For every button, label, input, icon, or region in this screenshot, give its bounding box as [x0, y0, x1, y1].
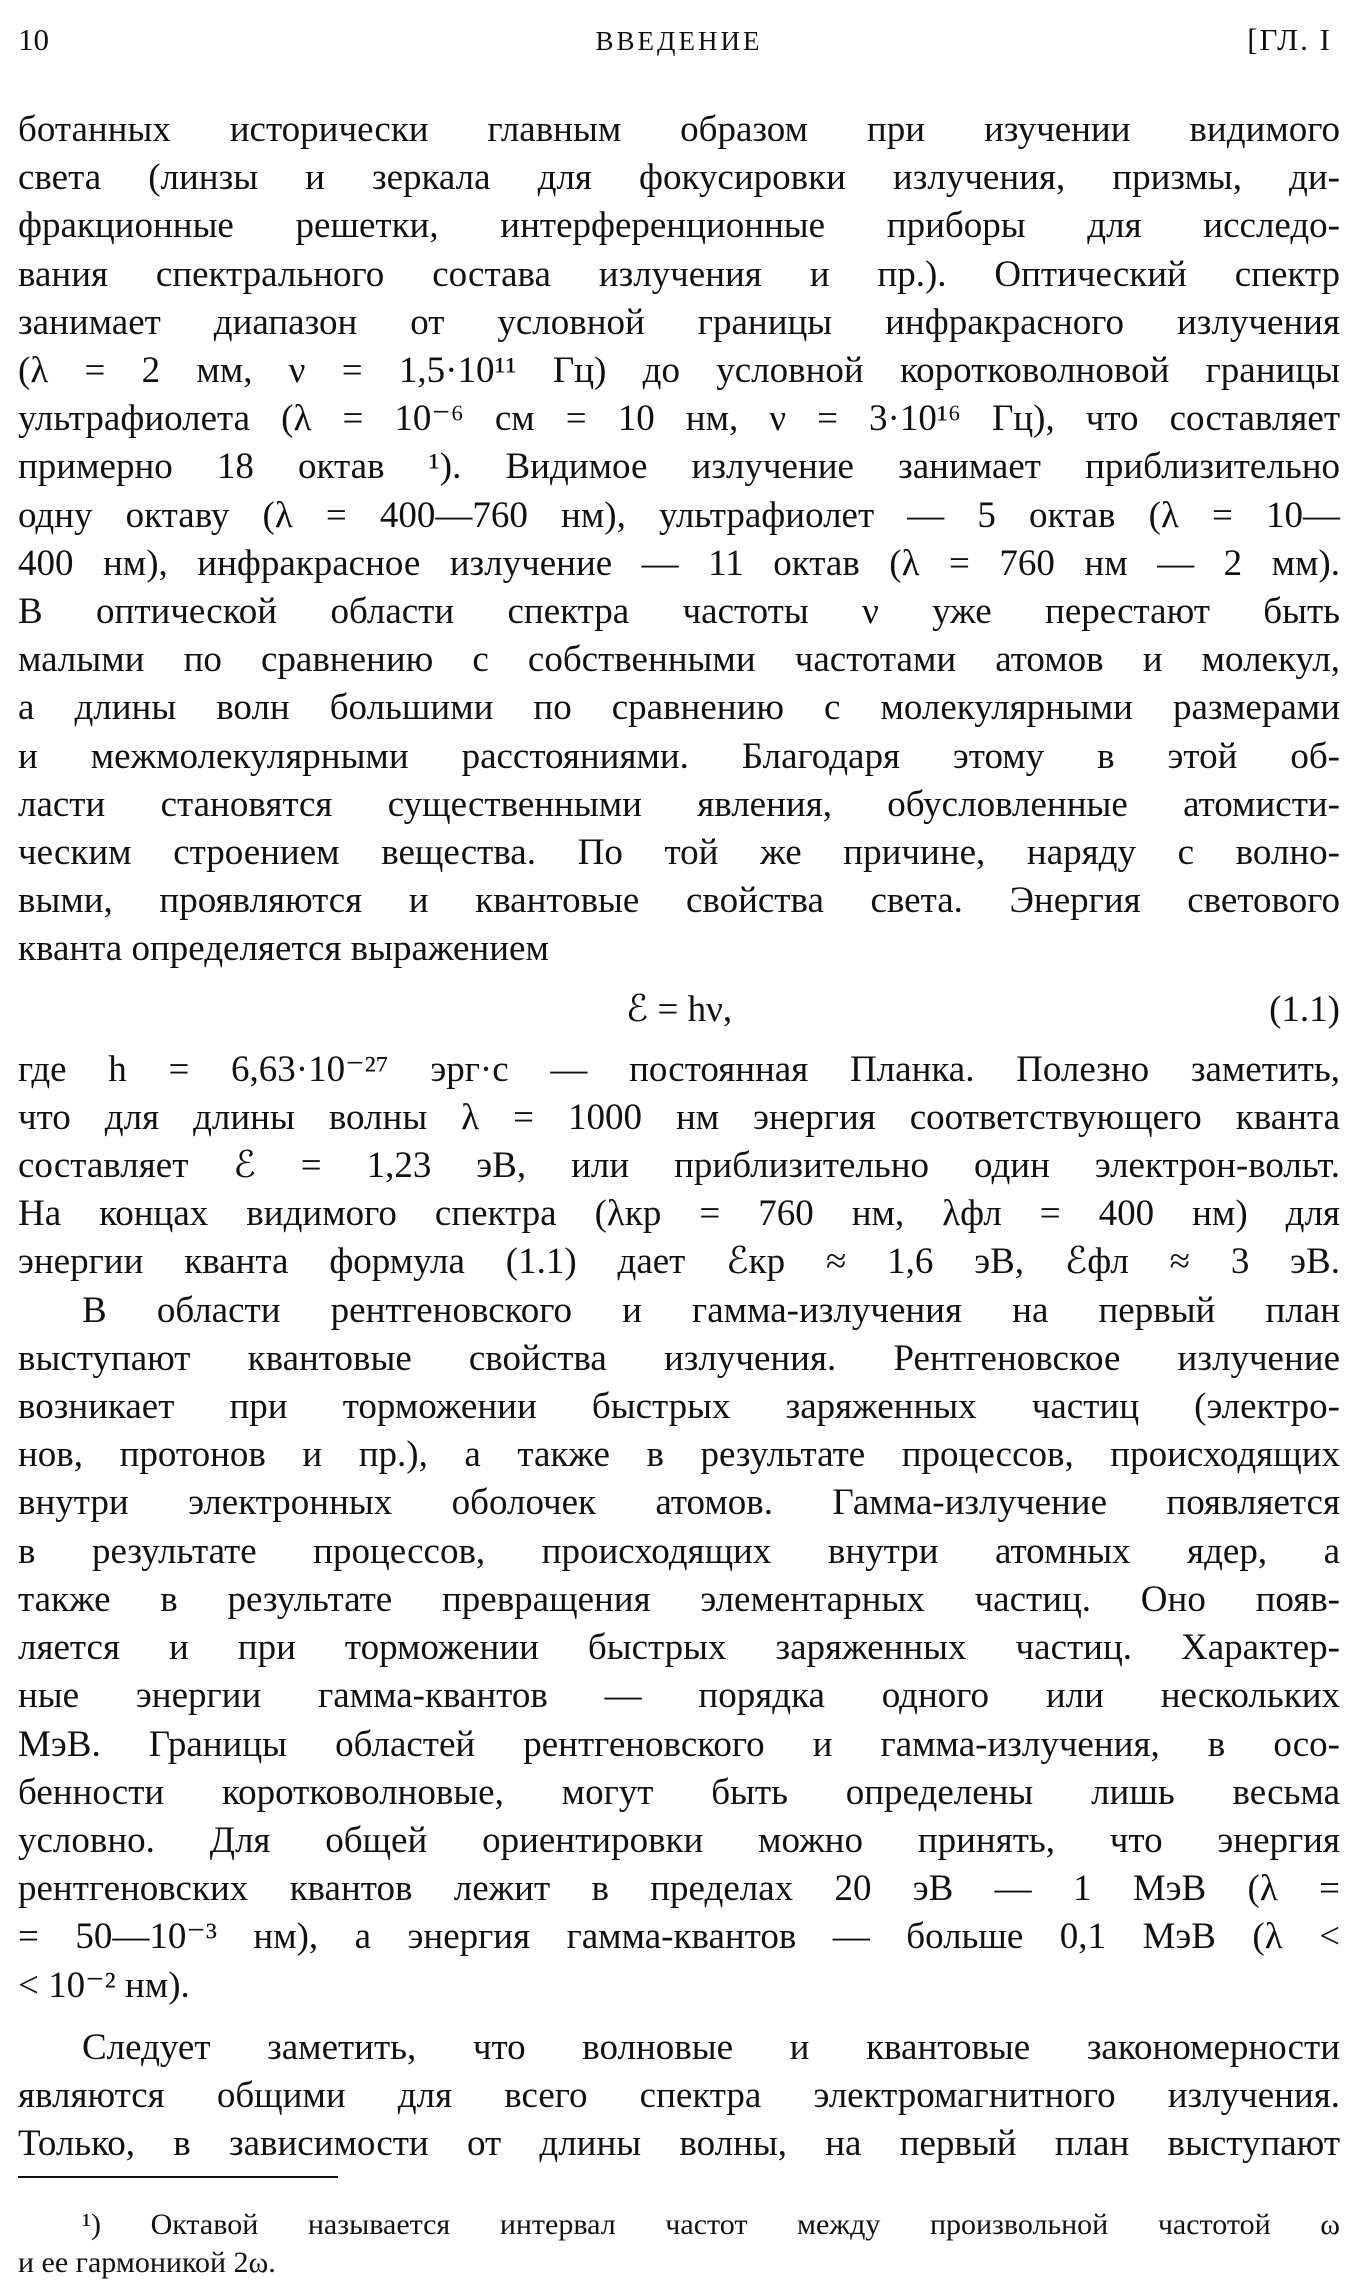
text-line: внутри электронных оболочек атомов. Гамма-излучение появляется — [18, 1482, 1340, 1524]
text-line: нов, протонов и пр.), а также в результате процессов, происходящих — [18, 1434, 1340, 1476]
text-line: энергии кванта формула (1.1) дает ℰкр ≈ 1,6 эВ, ℰфл ≈ 3 эВ. — [18, 1241, 1340, 1283]
text-line: фракционные решетки, интерференционные приборы для исследо- — [18, 205, 1340, 247]
text-line: также в результате превращения элементарных частиц. Оно появ- — [18, 1578, 1340, 1620]
text-line: занимает диапазон от условной границы инфракрасного излучения — [18, 301, 1340, 343]
text-line: ляется и при торможении быстрых заряженных частиц. Характер- — [18, 1627, 1340, 1669]
text-line: вания спектрального состава излучения и пр.). Оптический спектр — [18, 253, 1340, 295]
text-line: ческим строением вещества. По той же причине, наряду с волно- — [18, 832, 1340, 874]
text-line: где h = 6,63·10⁻²⁷ эрг·с — постоянная Планка. Полезно заметить, — [18, 1048, 1340, 1090]
equation-1-1 — [18, 974, 1340, 1046]
text-line: света (линзы и зеркала для фокусировки излучения, призмы, ди- — [18, 157, 1340, 199]
paragraph-wave-quantum — [18, 2024, 1340, 2169]
text-line: ультрафиолета (λ = 10⁻⁶ см = 10 нм, ν = 3·10¹⁶ Гц), что составляет — [18, 398, 1340, 440]
text-line: (λ = 2 мм, ν = 1,5·10¹¹ Гц) до условной коротковолновой границы — [18, 350, 1340, 392]
text-line: и межмолекулярными расстояниями. Благодаря этому в этой об- — [18, 735, 1340, 777]
page-number: 10 — [18, 22, 49, 57]
text-line: Только, в зависимости от длины волны, на первый план выступают — [18, 2123, 1340, 2165]
text-line: а длины волн большими по сравнению с молекулярными размерами — [18, 687, 1340, 729]
text-line: = 50—10⁻³ нм), а энергия гамма-квантов — больше 0,1 МэВ (λ < — [18, 1916, 1340, 1958]
text-line: кванта определяется выражением — [18, 928, 549, 970]
footnote-line: и ее гармоникой 2ω. — [18, 2246, 276, 2280]
footnote — [18, 2206, 1340, 2282]
paragraph-planck — [18, 1046, 1340, 1287]
text-line: примерно 18 октав ¹). Видимое излучение занимает приблизительно — [18, 446, 1340, 488]
text-line: Следует заметить, что волновые и квантовые закономерности — [82, 2026, 1340, 2068]
page-body — [18, 106, 1340, 2282]
footnote-divider — [18, 2176, 338, 2178]
page-header — [18, 22, 1340, 74]
text-line: ласти становятся существенными явления, обусловленные атомисти- — [18, 783, 1340, 825]
text-line: ботанных исторически главным образом при изучении видимого — [18, 109, 1340, 150]
text-line: МэВ. Границы областей рентгеновского и гамма-излучения, в осо- — [18, 1723, 1340, 1765]
text-line: условно. Для общей ориентировки можно принять, что энергия — [18, 1819, 1340, 1861]
text-line: малыми по сравнению с собственными частотами атомов и молекул, — [18, 639, 1340, 681]
text-line: составляет ℰ = 1,23 эВ, или приблизительно один электрон-вольт. — [18, 1145, 1340, 1187]
text-line: являются общими для всего спектра электромагнитного излучения. — [18, 2074, 1340, 2116]
text-line: рентгеновских квантов лежит в пределах 20 эВ — 1 МэВ (λ = — [18, 1868, 1340, 1910]
text-line: выступают квантовые свойства излучения. Рентгеновское излучение — [18, 1337, 1340, 1379]
text-line: что для длины волны λ = 1000 нм энергия соответствующего кванта — [18, 1096, 1340, 1138]
text-line: в результате процессов, происходящих внутри атомных ядер, а — [18, 1530, 1340, 1572]
chapter-label: [ГЛ. I — [1247, 22, 1332, 57]
text-line: одну октаву (λ = 400—760 нм), ультрафиолет — 5 октав (λ = 10— — [18, 494, 1340, 536]
text-line: ные энергии гамма-квантов — порядка одного или нескольких — [18, 1675, 1340, 1717]
text-line: На концах видимого спектра (λкр = 760 нм, λфл = 400 нм) для — [18, 1193, 1340, 1235]
running-head: ВВЕДЕНИЕ — [595, 26, 763, 56]
equation-number: (1.1) — [1269, 988, 1340, 1030]
text-line: бенности коротковолновые, могут быть определены лишь весьма — [18, 1771, 1340, 1813]
paragraph-optical-spectrum — [18, 106, 1340, 974]
text-line: < 10⁻² нм). — [18, 1964, 190, 2006]
footnote-line: ¹) Октавой называется интервал частот между произвольной частотой ω — [82, 2208, 1340, 2242]
text-line: В области рентгеновского и гамма-излучения на первый план — [82, 1289, 1340, 1331]
equation-text: ℰ = hν, — [625, 988, 733, 1030]
text-line: 400 нм), инфракрасное излучение — 11 октав (λ = 760 нм — 2 мм). — [18, 542, 1340, 584]
text-line: возникает при торможении быстрых заряженных частиц (электро- — [18, 1386, 1340, 1428]
text-line: выми, проявляются и квантовые свойства света. Энергия светового — [18, 880, 1340, 922]
paragraph-xray-gamma — [18, 1287, 1340, 2010]
text-line: В оптической области спектра частоты ν уже перестают быть — [18, 591, 1340, 633]
